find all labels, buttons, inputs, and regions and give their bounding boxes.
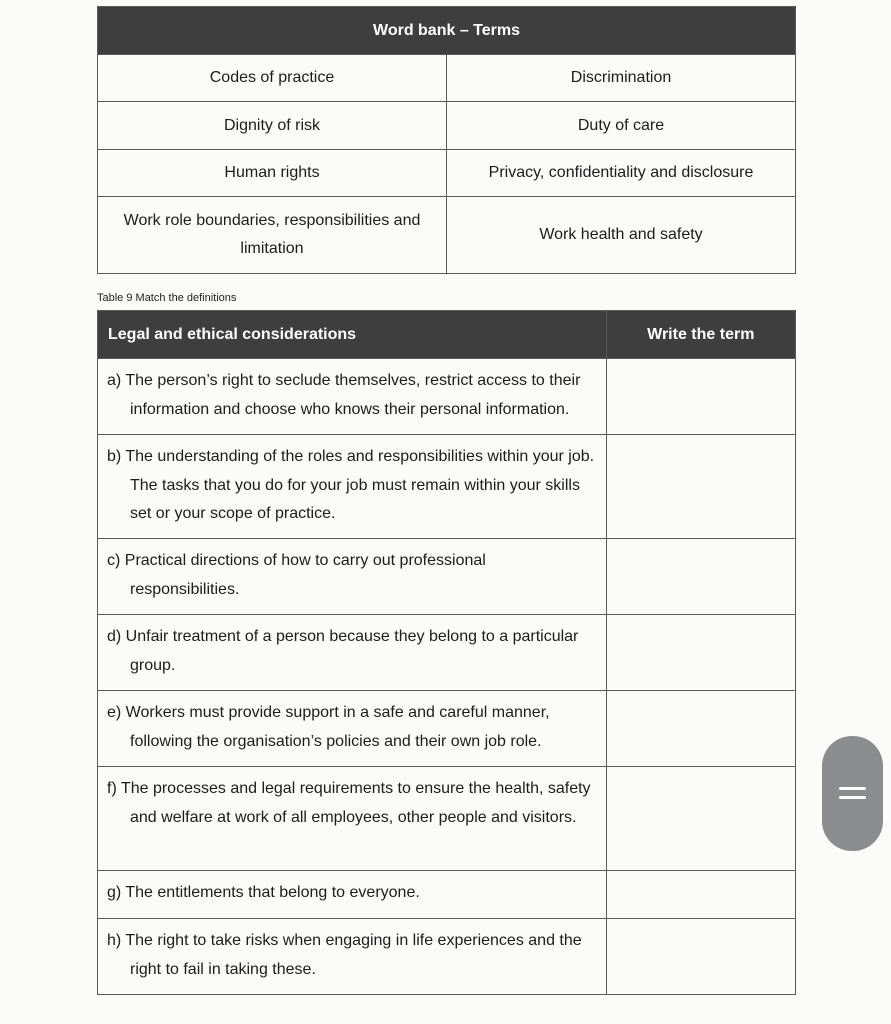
scroll-handle[interactable] [822, 736, 883, 851]
term-answer-cell[interactable] [606, 767, 795, 871]
header-considerations: Legal and ethical considerations [98, 311, 607, 359]
definition-row [98, 871, 796, 919]
term-answer-cell[interactable] [606, 435, 795, 539]
definition-text: f) The processes and legal requirements to ensure the health, safety and welfare at work of all employees, other people and visitors. [107, 780, 591, 826]
definition-text: c) Practical directions of how to carry out professional responsibilities. [107, 552, 486, 598]
definition-text: b) The understanding of the roles and responsibilities within your job. The tasks that you do for your job must remain within your skills set or your scope of practice. [107, 448, 595, 522]
word-bank-row [98, 102, 796, 150]
term-answer-cell[interactable] [606, 539, 795, 615]
definitions-header-row [98, 311, 796, 359]
term-cell: Codes of practice [98, 55, 447, 102]
definition-row [98, 615, 796, 691]
word-bank-row [98, 55, 796, 102]
term-cell: Work health and safety [447, 197, 796, 274]
term-answer-cell[interactable] [606, 615, 795, 691]
definition-row [98, 539, 796, 615]
word-bank-row [98, 150, 796, 197]
term-cell: Dignity of risk [98, 102, 447, 150]
definition-row [98, 767, 796, 871]
term-cell: Discrimination [447, 55, 796, 102]
definition-row [98, 359, 796, 435]
term-cell: Privacy, confidentiality and disclosure [447, 150, 796, 197]
term-answer-cell[interactable] [606, 359, 795, 435]
definition-text: d) Unfair treatment of a person because they belong to a particular group. [107, 628, 579, 674]
definition-row [98, 691, 796, 767]
definition-text: a) The person’s right to seclude themselves, restrict access to their information and choose who knows their personal information. [107, 372, 581, 418]
table-caption: Table 9 Match the definitions [97, 292, 237, 304]
grip-line-icon [839, 796, 866, 799]
term-answer-cell[interactable] [606, 919, 795, 995]
term-cell: Duty of care [447, 102, 796, 150]
term-cell: Work role boundaries, responsibilities and limitation [98, 197, 447, 274]
header-write-term: Write the term [606, 311, 795, 359]
grip-line-icon [839, 787, 866, 790]
definition-text: e) Workers must provide support in a safe and careful manner, following the organisation’s policies and their own job role. [107, 704, 550, 750]
definitions-table [97, 310, 796, 995]
definition-row [98, 919, 796, 995]
term-answer-cell[interactable] [606, 871, 795, 919]
term-answer-cell[interactable] [606, 691, 795, 767]
term-cell: Human rights [98, 150, 447, 197]
word-bank-row [98, 197, 796, 274]
definition-text: h) The right to take risks when engaging in life experiences and the right to fail in taking these. [107, 932, 582, 978]
word-bank-table [97, 6, 796, 274]
word-bank-title: Word bank – Terms [98, 7, 796, 55]
definition-text: g) The entitlements that belong to everyone. [107, 884, 420, 901]
definition-row [98, 435, 796, 539]
